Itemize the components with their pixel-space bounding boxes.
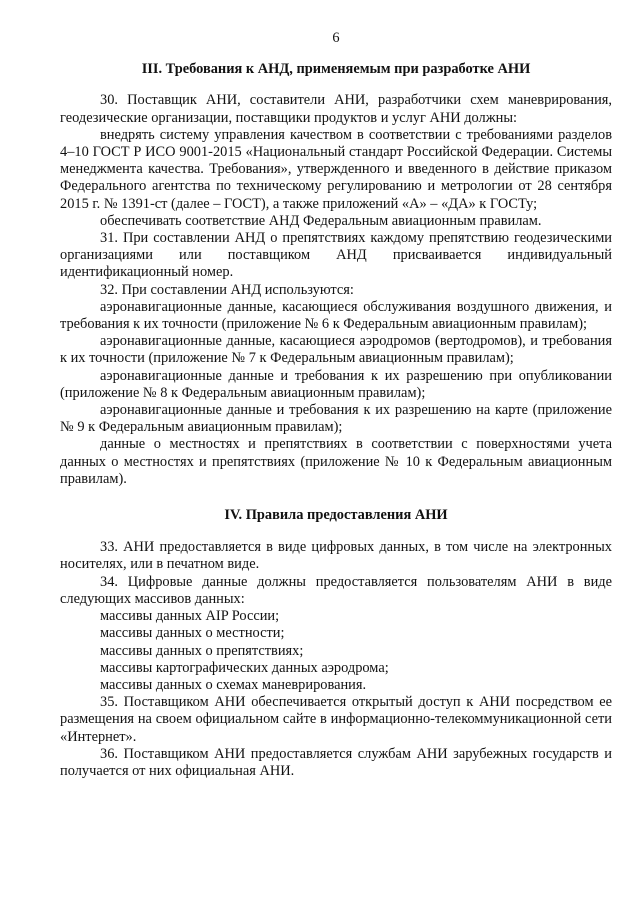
paragraph-34-item-c: массивы данных о препятствиях; xyxy=(100,642,304,659)
paragraph-32-item-a: аэронавигационные данные, касающиеся обслуживания воздушного движения, и требования к их точности (приложение № 6 к Федеральным авиационным правилам); xyxy=(60,298,612,333)
paragraph-36: 36. Поставщиком АНИ предоставляется службам АНИ зарубежных государств и получается от них официальная АНИ. xyxy=(60,745,612,779)
paragraph-34: 34. Цифровые данные должны предоставляется пользователям АНИ в виде следующих массивов данных: xyxy=(60,573,612,607)
paragraph-32: 32. При составлении АНД используются: xyxy=(100,281,354,298)
paragraph-30: 30. Поставщик АНИ, составители АНИ, разработчики схем маневрирования, геодезические организации, поставщики продуктов и услуг АНИ должны: xyxy=(60,92,612,126)
paragraph-32-item-c: аэронавигационные данные и требования к их разрешению при опубликовании (приложение № 8 к Федеральным авиационным правилам); xyxy=(60,367,612,401)
page-number: 6 xyxy=(332,30,340,46)
document-page xyxy=(60,30,612,780)
paragraph-30-item-b: обеспечивать соответствие АНД Федеральным авиационным правилам. xyxy=(100,212,542,229)
paragraph-32-item-d: аэронавигационные данные и требования к их разрешению на карте (приложение № 9 к Федеральным авиационным правилам); xyxy=(60,402,612,436)
paragraph-32-item-e: данные о местностях и препятствиях в соответствии с поверхностями учета данных о местностях и препятствиях (приложение № 10 к Федеральным авиационным правилам). xyxy=(60,436,612,487)
section-3-heading: III. Требования к АНД, применяемым при разработке АНИ xyxy=(141,61,531,78)
section-4-heading: IV. Правила предоставления АНИ xyxy=(224,507,448,524)
paragraph-31: 31. При составлении АНД о препятствиях каждому препятствию геодезическими организациями или поставщиком АНД присваивается индивидуальный идентификационный номер. xyxy=(60,230,612,281)
paragraph-35: 35. Поставщиком АНИ обеспечивается открытый доступ к АНИ посредством ее размещения на своем официальном сайте в информационно-телекоммуникационной сети «Интернет». xyxy=(60,694,612,745)
paragraph-30-item-a: внедрять систему управления качеством в соответствии с требованиями разделов 4–10 ГОСТ Р ИСО 9001-2015 «Национальный стандарт Российской Федерации. Системы менеджмента качества. Требования», утвержденного и введенного в действие приказом Федерального агентства по техническому регулированию и метрологии от 28 сентября 2015 г. № 1391-ст (далее – ГОСТ), а также приложений «А» – «ДА» к ГОСТу; xyxy=(60,126,612,212)
paragraph-34-item-d: массивы картографических данных аэродрома; xyxy=(100,659,389,676)
paragraph-32-item-b: аэронавигационные данные, касающиеся аэродромов (вертодромов), и требования к их точности (приложение № 7 к Федеральным авиационным правилам); xyxy=(60,333,612,367)
paragraph-34-item-b: массивы данных о местности; xyxy=(100,625,285,642)
paragraph-34-item-e: массивы данных о схемах маневрирования. xyxy=(100,676,367,693)
paragraph-33: 33. АНИ предоставляется в виде цифровых данных, в том числе на электронных носителях, или в печатном виде. xyxy=(60,539,612,573)
paragraph-34-item-a: массивы данных AIP России; xyxy=(100,608,280,625)
